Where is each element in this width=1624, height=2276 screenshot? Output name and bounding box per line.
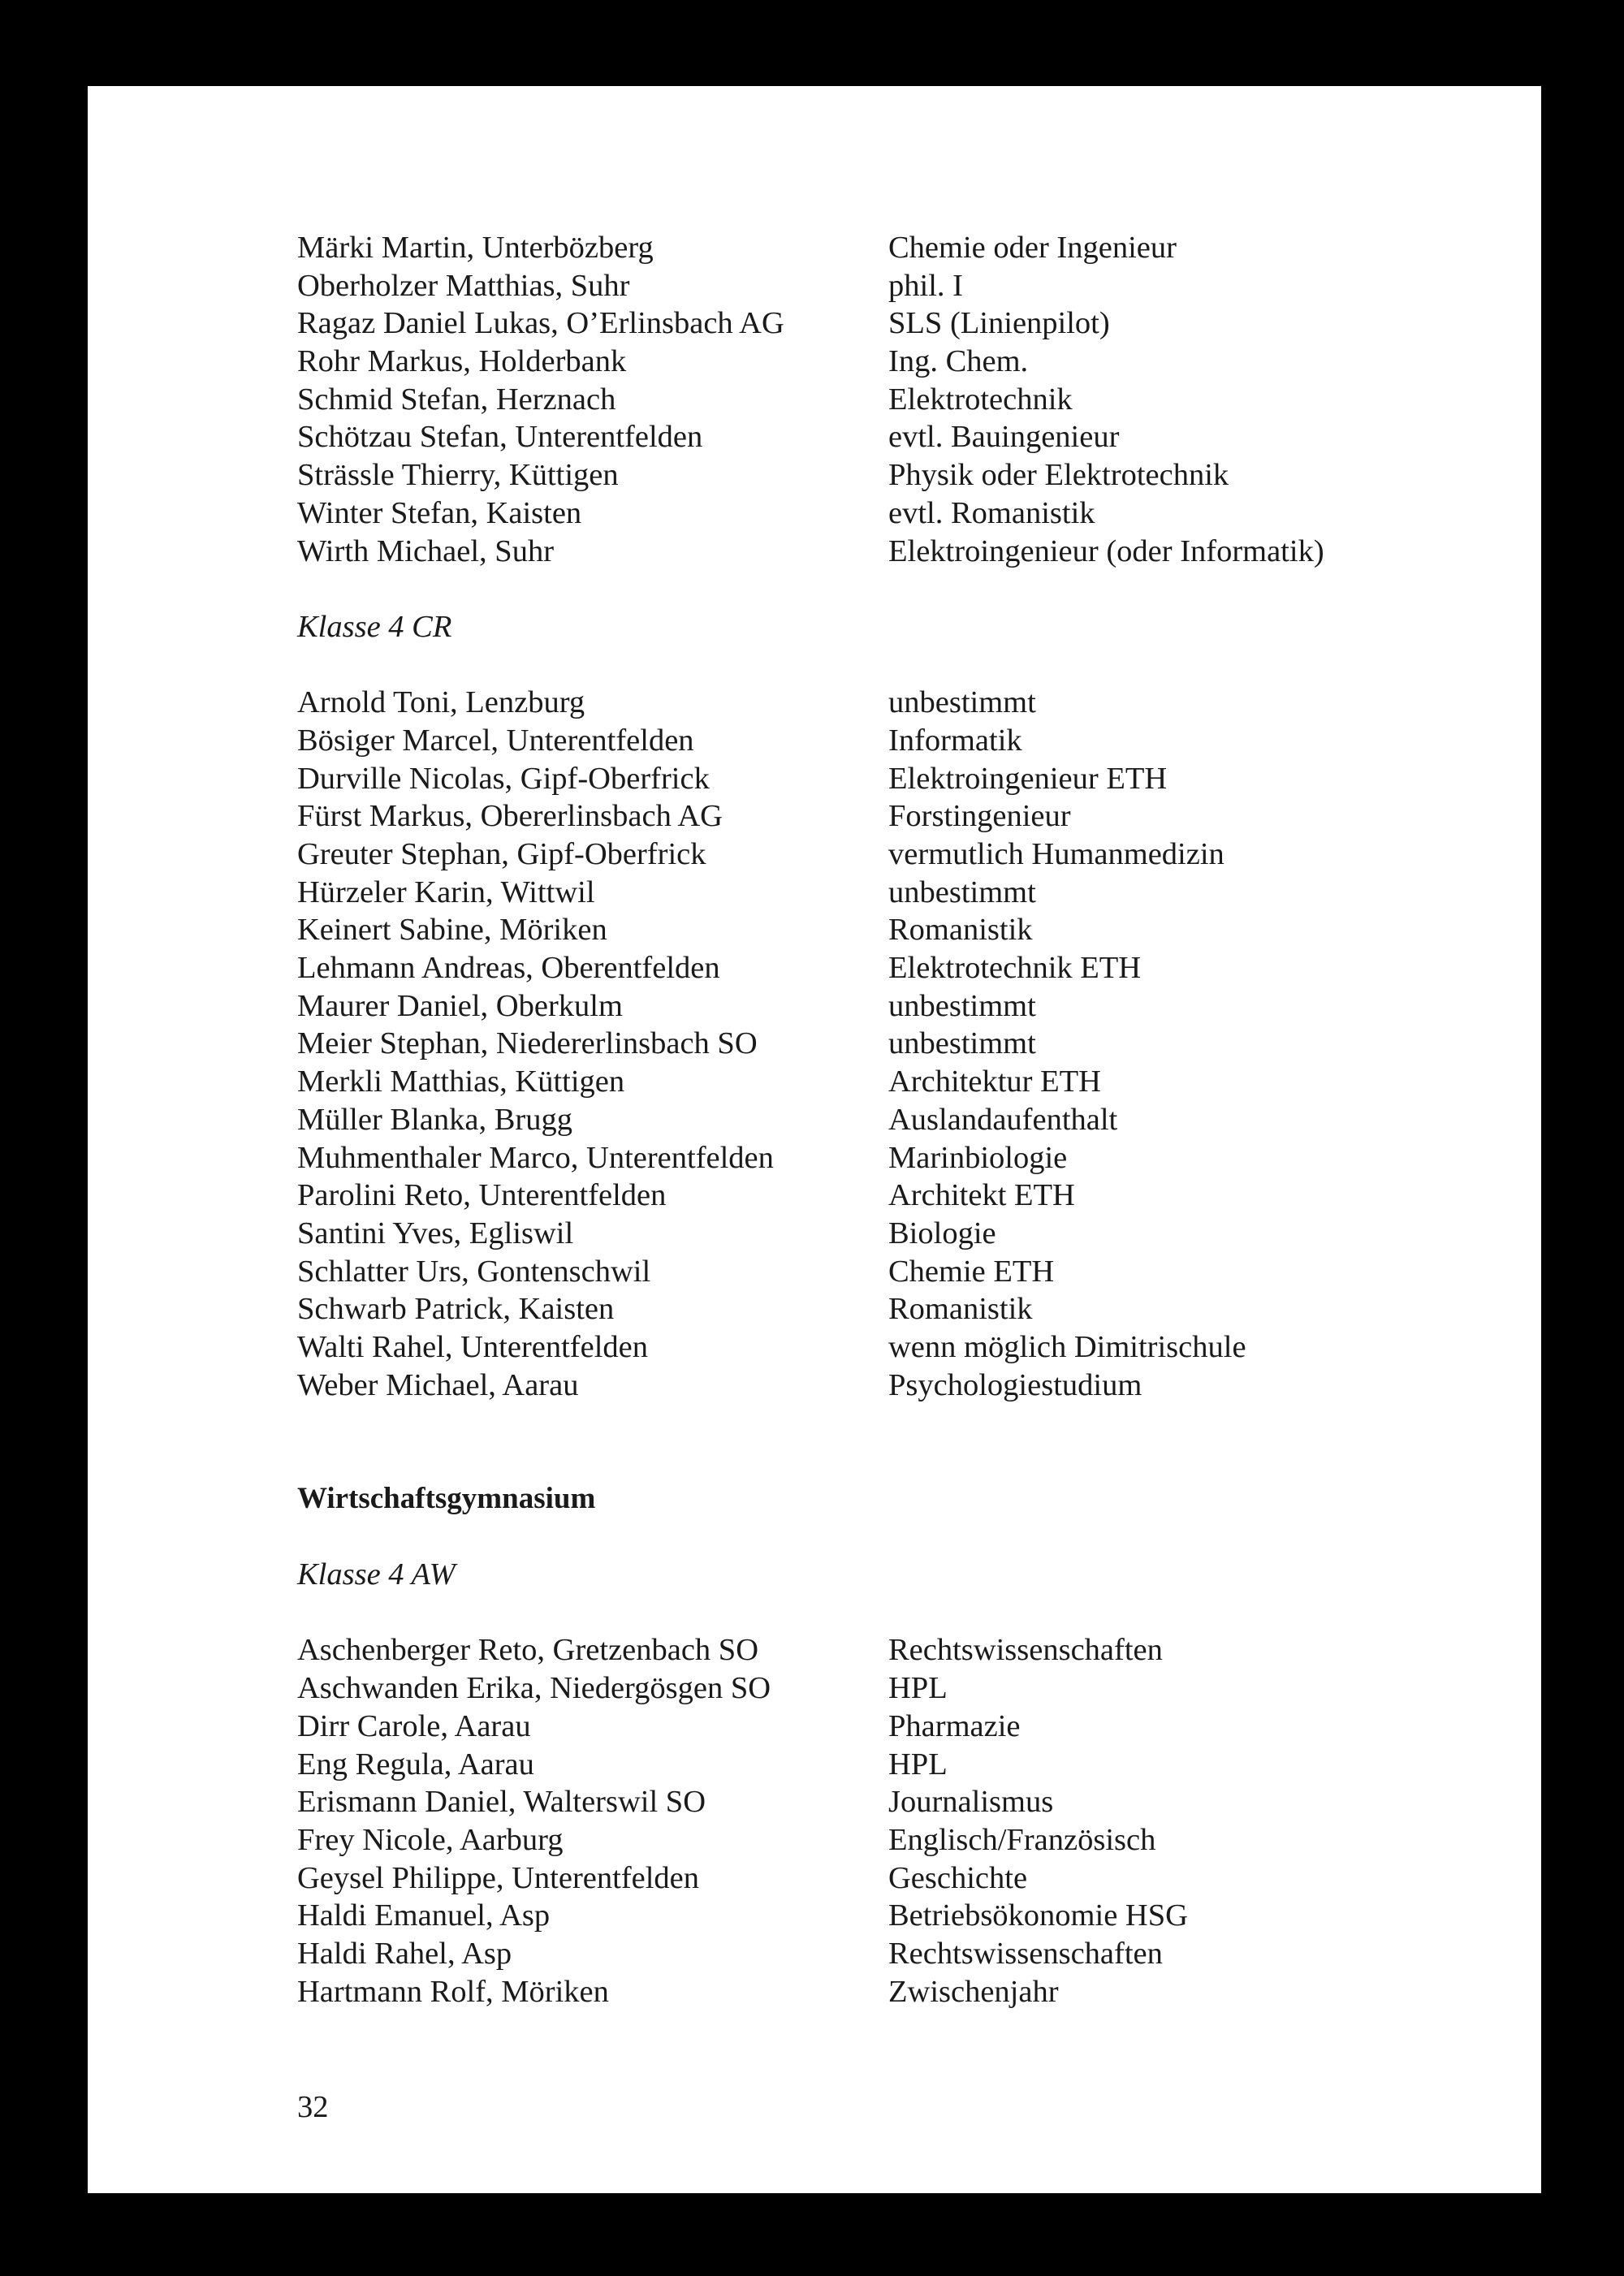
student-name: Erismann Daniel, Walterswil SO [297,1785,706,1820]
student-name: Rohr Markus, Holderbank [297,344,627,379]
study-field: wenn möglich Dimitrischule [888,1329,1246,1364]
study-field: HPL [888,1671,948,1706]
study-field: Journalismus [888,1785,1054,1820]
class-heading-4aw: Klasse 4 AW [297,1557,456,1592]
study-field: Architektur ETH [888,1065,1101,1099]
student-name: Ragaz Daniel Lukas, O’Erlinsbach AG [297,306,784,341]
study-field: Auslandaufenthalt [888,1102,1118,1137]
student-row [297,1139,1483,1177]
student-row [297,684,1483,722]
student-row [297,1101,1483,1139]
student-name: Lehmann Andreas, Oberentfelden [297,951,720,986]
study-field: vermutlich Humanmedizin [888,837,1224,871]
study-field: unbestimmt [888,875,1036,909]
student-name: Oberholzer Matthias, Suhr [297,268,630,303]
student-row [297,1935,1483,1973]
document-page [88,86,1541,2193]
student-row [297,456,1483,495]
study-field: Chemie oder Ingenieur [888,231,1177,265]
student-name: Schwarb Patrick, Kaisten [297,1292,615,1327]
study-field: Pharmazie [888,1708,1021,1743]
study-field: phil. I [888,268,963,303]
study-field: Ing. Chem. [888,344,1029,379]
student-row [297,381,1483,419]
student-row [297,1253,1483,1291]
student-list-4aw [297,1631,1483,2010]
student-row [297,760,1483,798]
student-row [297,1631,1483,1669]
student-name: Fürst Markus, Obererlinsbach AG [297,799,723,834]
student-name: Frey Nicole, Aarburg [297,1822,564,1857]
page-content [297,229,1483,2010]
student-row [297,1328,1483,1367]
study-field: Romanistik [888,1292,1033,1327]
student-name: Schlatter Urs, Gontenschwil [297,1254,651,1289]
study-field: Forstingenieur [888,799,1071,834]
student-name: Strässle Thierry, Küttigen [297,458,619,493]
study-field: Englisch/Französisch [888,1822,1156,1857]
student-row [297,911,1483,949]
student-row [297,1746,1483,1784]
student-row [297,1367,1483,1405]
student-name: Wirth Michael, Suhr [297,533,555,568]
student-row [297,495,1483,533]
study-field: evtl. Bauingenieur [888,420,1120,455]
student-name: Eng Regula, Aarau [297,1747,534,1781]
student-name: Haldi Rahel, Asp [297,1936,512,1971]
student-row [297,1215,1483,1253]
student-row [297,1897,1483,1935]
study-field: Psychologiestudium [888,1367,1142,1402]
student-row [297,949,1483,987]
page-number: 32 [297,2090,329,2124]
student-row [297,1859,1483,1898]
study-field: unbestimmt [888,1026,1036,1061]
student-row [297,1290,1483,1328]
student-name: Meier Stephan, Niedererlinsbach SO [297,1026,758,1061]
study-field: Zwischenjahr [888,1974,1059,2009]
student-name: Schötzau Stefan, Unterentfelden [297,420,703,455]
student-name: Geysel Philippe, Unterentfelden [297,1860,700,1895]
student-name: Dirr Carole, Aarau [297,1708,531,1743]
student-row [297,1669,1483,1708]
student-name: Merkli Matthias, Küttigen [297,1065,625,1099]
student-row [297,267,1483,305]
study-field: Rechtswissenschaften [888,1633,1163,1668]
student-name: Haldi Emanuel, Asp [297,1898,551,1933]
student-row [297,229,1483,267]
student-row [297,1025,1483,1063]
study-field: Informatik [888,723,1022,758]
student-row [297,1821,1483,1859]
student-row [297,418,1483,456]
student-name: Weber Michael, Aarau [297,1367,579,1402]
study-field: Physik oder Elektrotechnik [888,458,1229,493]
student-row [297,836,1483,874]
study-field: unbestimmt [888,685,1036,720]
student-name: Schmid Stefan, Herznach [297,382,616,417]
student-row [297,987,1483,1026]
student-name: Winter Stefan, Kaisten [297,495,582,530]
study-field: Betriebsökonomie HSG [888,1898,1188,1933]
study-field: SLS (Linienpilot) [888,306,1110,341]
study-field: HPL [888,1747,948,1781]
student-name: Aschenberger Reto, Gretzenbach SO [297,1633,759,1668]
student-name: Muhmenthaler Marco, Unterentfelden [297,1140,774,1175]
student-name: Märki Martin, Unterbözberg [297,231,654,265]
student-name: Arnold Toni, Lenzburg [297,685,585,720]
student-row [297,722,1483,760]
student-name: Hartmann Rolf, Möriken [297,1974,609,2009]
student-list-continued [297,229,1483,570]
student-list-4cr [297,684,1483,1404]
student-name: Parolini Reto, Unterentfelden [297,1178,667,1213]
student-row [297,533,1483,571]
student-name: Greuter Stephan, Gipf-Oberfrick [297,837,706,871]
student-name: Maurer Daniel, Oberkulm [297,988,623,1023]
student-row [297,304,1483,343]
student-name: Santini Yves, Egliswil [297,1216,574,1250]
study-field: Elektroingenieur ETH [888,761,1168,796]
student-name: Bösiger Marcel, Unterentfelden [297,723,694,758]
study-field: Architekt ETH [888,1178,1075,1213]
student-name: Müller Blanka, Brugg [297,1102,572,1137]
study-field: Romanistik [888,913,1033,948]
study-field: Elektrotechnik ETH [888,951,1142,986]
student-name: Hürzeler Karin, Wittwil [297,875,595,909]
student-row [297,1783,1483,1821]
student-row [297,1708,1483,1746]
study-field: Geschichte [888,1860,1028,1895]
student-row [297,1973,1483,2011]
student-row [297,874,1483,912]
study-field: Elektrotechnik [888,382,1073,417]
study-field: Elektroingenieur (oder Informatik) [888,533,1324,568]
study-field: Marinbiologie [888,1140,1068,1175]
study-field: Chemie ETH [888,1254,1055,1289]
student-row [297,1063,1483,1101]
study-field: unbestimmt [888,988,1036,1023]
student-name: Walti Rahel, Unterentfelden [297,1329,648,1364]
study-field: evtl. Romanistik [888,495,1095,530]
student-row [297,797,1483,836]
study-field: Biologie [888,1216,996,1250]
student-row [297,343,1483,381]
student-name: Aschwanden Erika, Niedergösgen SO [297,1671,771,1706]
class-heading-4cr: Klasse 4 CR [297,609,452,644]
student-name: Keinert Sabine, Möriken [297,913,607,948]
section-heading-wirtschaftsgymnasium: Wirtschaftsgymnasium [297,1481,596,1515]
study-field: Rechtswissenschaften [888,1936,1163,1971]
student-name: Durville Nicolas, Gipf-Oberfrick [297,761,710,796]
student-row [297,1177,1483,1215]
